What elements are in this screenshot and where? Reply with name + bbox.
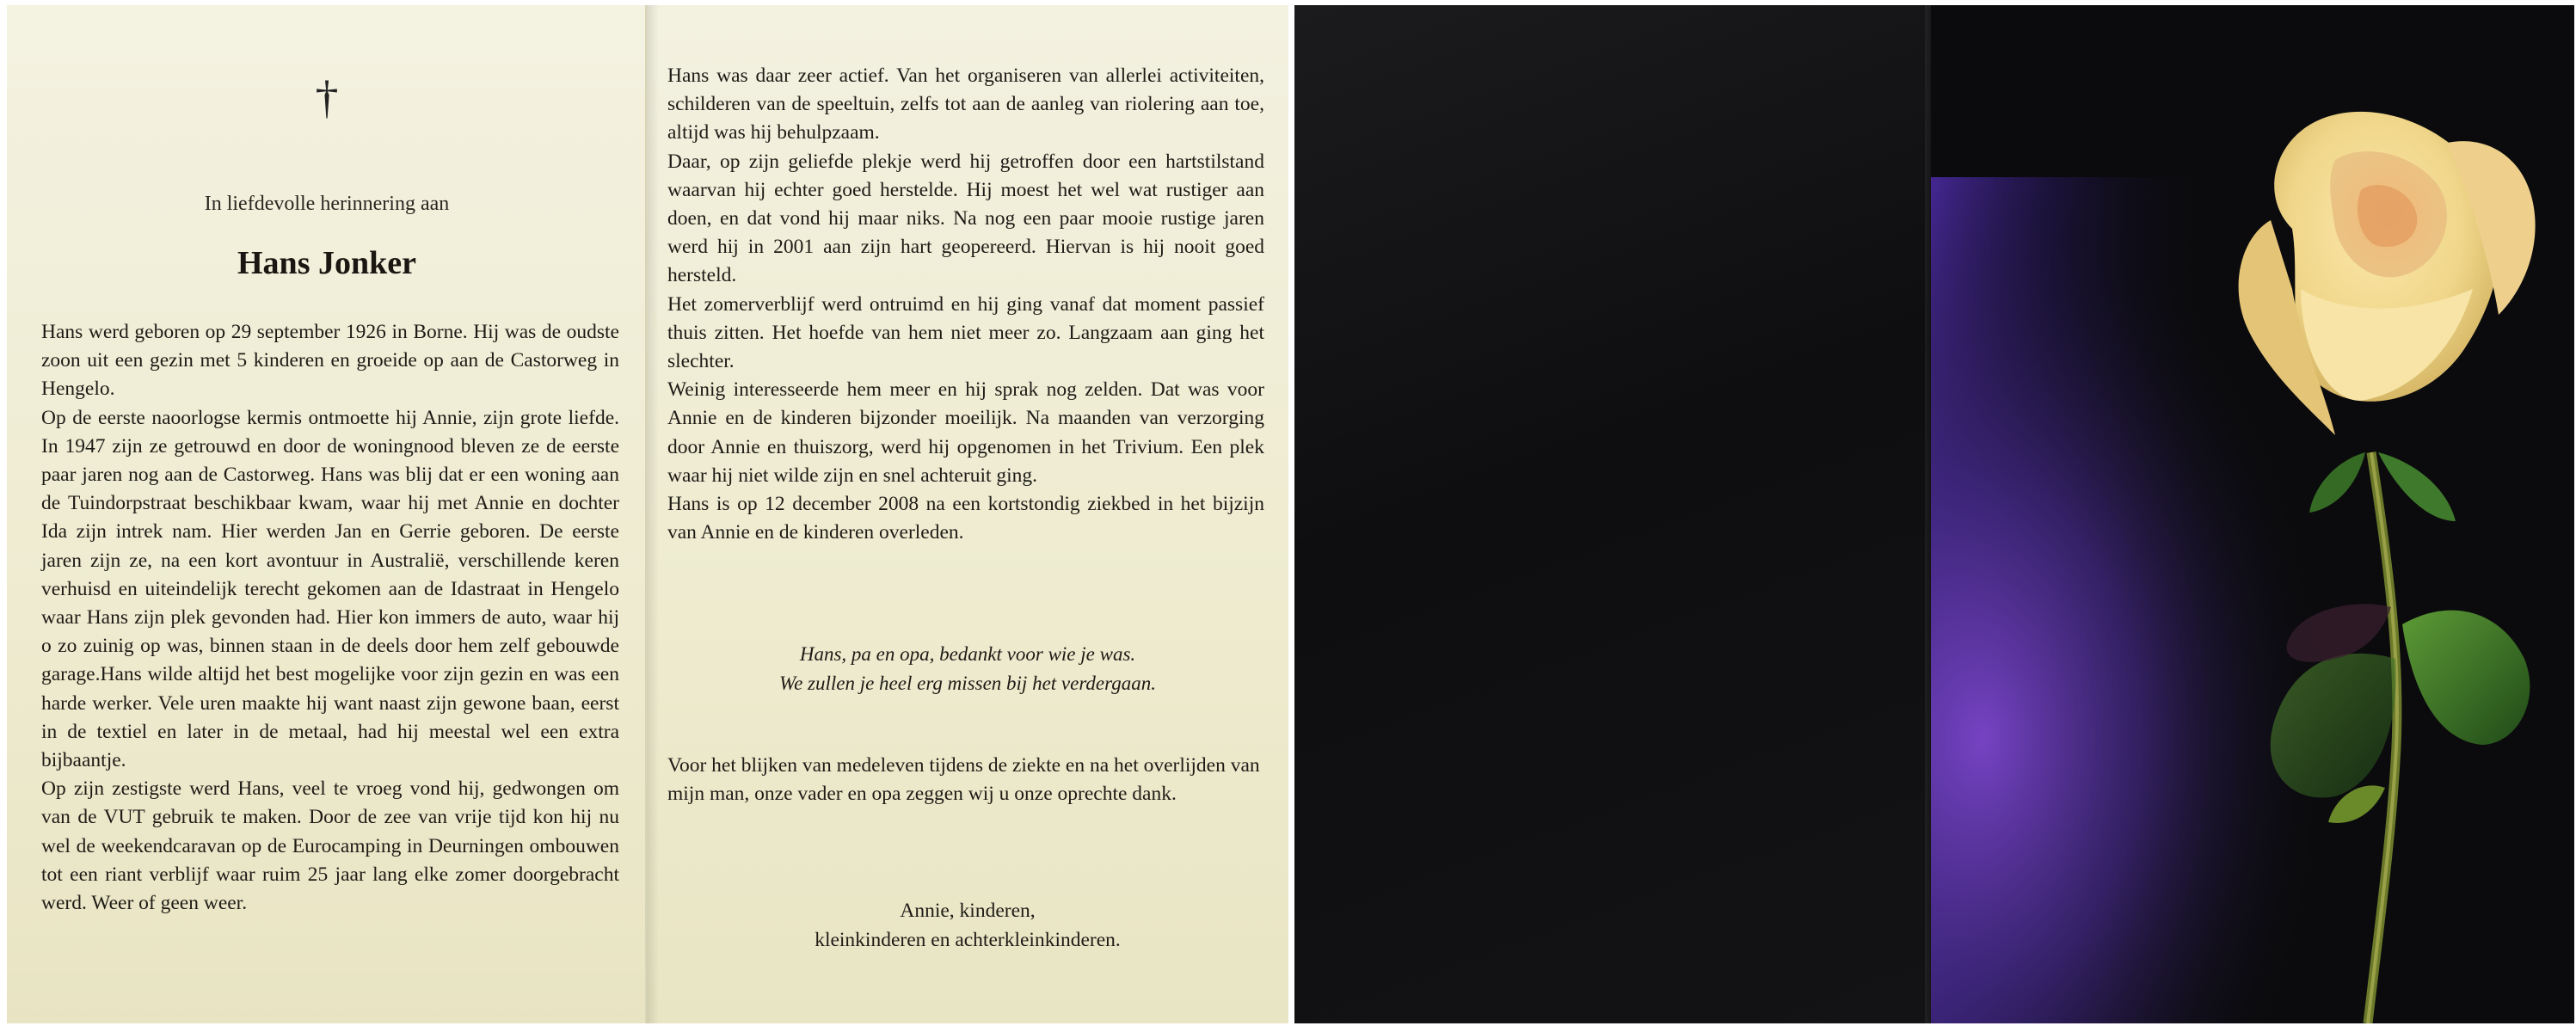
- bio-paragraph: Op de eerste naoorlogse kermis ontmoette hij Annie, zijn grote liefde. In 1947 zijn ze getrouwd en door de woningnood bleven ze de eerste paar jaren nog aan de Castorweg. Hans was blij dat er een woning aan de Tuindorpstraat beschikbaar kwam, waar hij met Annie en dochter Ida zijn intrek nam. Hier werden Jan en Gerrie geboren. De eerste jaren zijn ze, na een kort avontuur in Australië, verschillende keren verhuisd en uiteindelijk terecht gekomen aan de Idastraat in Hengelo waar Hans zijn plek gevonden had. Hier kon immers de auto, waar hij o zo zuinig op was, binnen staan in de deels door hem zelf gebouwde garage.Hans wilde altijd het best mogelijke voor zijn gezin en was een harde werker. Vele uren maakte hij want naast zijn gewone baan, eerst in de textiel en later in de metaal, had hij meestal wel een extra bijbaantje.: [41, 406, 619, 772]
- bio-paragraph: Het zomerverblijf werd ontruimd en hij ging vanaf dat moment passief thuis zitten. Het hoefde van hem niet meer zo. Langzaam aan ging het slechter.: [667, 292, 1264, 373]
- fold-shadow: [647, 5, 659, 1023]
- bio-paragraph: Op zijn zestigste werd Hans, veel te vroeg vond hij, gedwongen om van de VUT gebruik te maken. Door de zee van vrije tijd kon hij nu wel de weekendcaravan op de Eurocamping in Deurningen ombouwen tot een riant verblijf waar ruim 25 jaar lang elke zomer doorgebracht werd. Weer of geen weer.: [41, 777, 619, 915]
- card-middle-page: [647, 5, 1288, 1023]
- signature-line: kleinkinderen en achterkleinkinderen.: [815, 929, 1121, 951]
- bio-paragraph: Weinig interesseerde hem meer en hij sprak nog zelden. Dat was voor Annie en de kinderen bijzonder moeilijk. Na maanden van verzorging door Annie en thuiszorg, werd hij opgenomen in het Trivium. Een plek waar hij niet wilde zijn en snel achteruit ging.: [667, 378, 1264, 487]
- card-left-page: [7, 5, 647, 1023]
- intro-line: In liefdevolle herinnering aan: [204, 193, 450, 215]
- bio-paragraph: Hans was daar zeer actief. Van het organiseren van allerlei activiteiten, schilderen van de speeltuin, zelfs tot aan de aanleg van riolering aan toe, altijd was hij behulpzaam.: [667, 64, 1264, 144]
- biography-text: [41, 318, 619, 918]
- cross-icon: †: [315, 71, 339, 123]
- signature-block: [647, 896, 1288, 955]
- card-dark-page: [1294, 5, 1931, 1023]
- bio-paragraph: Hans werd geboren op 29 september 1926 in Borne. Hij was de oudste zoon uit een gezin met 5 kinderen en groeide op aan de Castorweg in Hengelo.: [41, 321, 619, 401]
- bio-paragraph: Daar, op zijn geliefde plekje werd hij getroffen door een hartstilstand waarvan hij echter goed herstelde. Hij moest het wel wat rustiger aan doen, en dat vond hij maar niks. Na nog een paar mooie rustige jaren werd hij in 2001 aan zijn hart geopereerd. Hiervan is hij nooit goed hersteld.: [667, 150, 1264, 287]
- rose-illustration: [1931, 5, 2574, 1023]
- memorial-poem: [647, 640, 1288, 698]
- biography-continued: [667, 62, 1264, 547]
- poem-line: We zullen je heel erg missen bij het verdergaan.: [779, 673, 1156, 694]
- poem-line: Hans, pa en opa, bedankt voor wie je was.: [799, 643, 1136, 665]
- deceased-name: Hans Jonker: [237, 245, 416, 281]
- card-cover: [1931, 5, 2574, 1023]
- signature-line: Annie, kinderen,: [900, 900, 1036, 922]
- bio-paragraph: Hans is op 12 december 2008 na een kortstondig ziekbed in het bijzijn van Annie en de kinderen overleden.: [667, 493, 1264, 544]
- thank-you-note: Voor het blijken van medeleven tijdens de ziekte en na het overlijden van mijn man, onze vader en opa zeggen wij u onze oprechte dank.: [667, 754, 1260, 806]
